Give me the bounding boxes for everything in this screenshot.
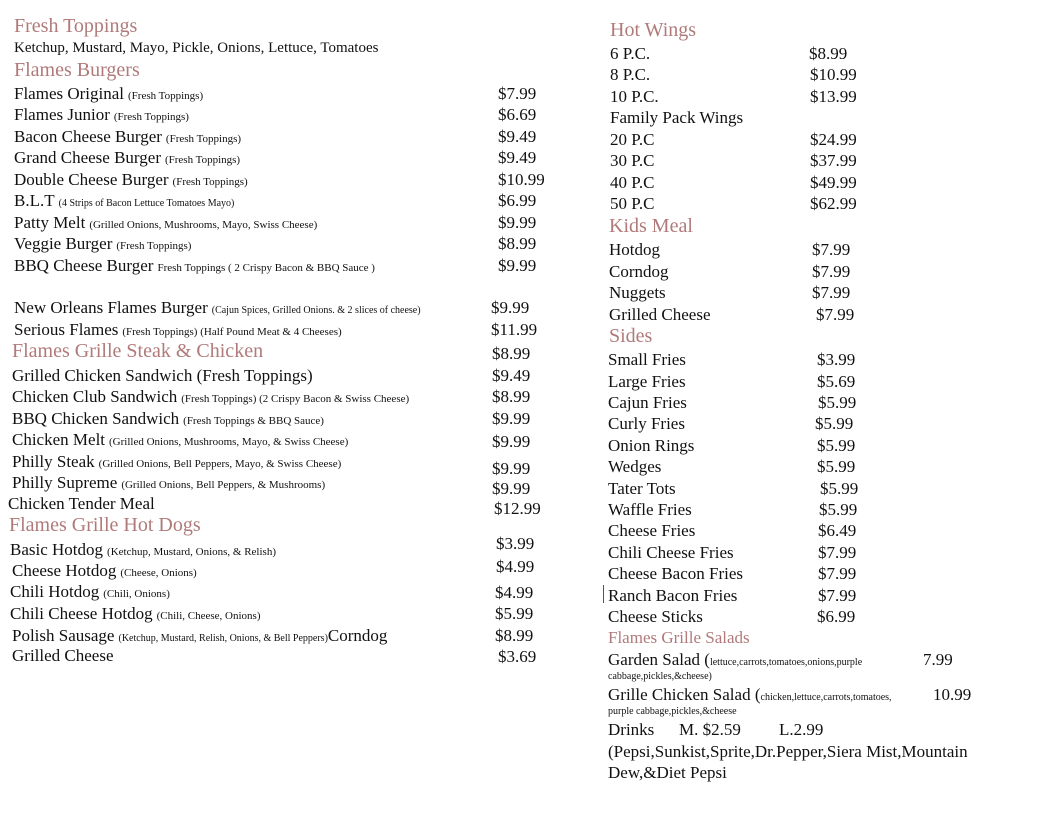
item-price: $6.49 bbox=[818, 521, 857, 540]
item-name: Patty Melt bbox=[14, 213, 86, 232]
item-price: $4.99 bbox=[495, 583, 534, 602]
item-price: $7.99 bbox=[816, 305, 855, 324]
item-price: $9.49 bbox=[498, 127, 537, 146]
drinks-medium-price: M. $2.59 bbox=[679, 720, 741, 739]
menu-item bbox=[14, 213, 317, 233]
item-name: Chicken Tender Meal bbox=[8, 494, 155, 513]
item-name: Grille Chicken Salad ( bbox=[608, 685, 761, 704]
menu-item bbox=[14, 256, 375, 276]
item-name: Chili Cheese Fries bbox=[608, 543, 734, 562]
item-name: Garden Salad ( bbox=[608, 650, 710, 669]
item-price: $3.69 bbox=[498, 647, 537, 666]
item-price: $4.99 bbox=[496, 557, 535, 576]
item-note: (Ketchup, Mustard, Onions, & Relish) bbox=[107, 546, 276, 558]
item-price: $9.99 bbox=[492, 459, 531, 478]
hotdogs-heading: Flames Grille Hot Dogs bbox=[9, 514, 201, 536]
item-price: $5.99 bbox=[817, 436, 856, 455]
drinks-label: Drinks bbox=[608, 720, 655, 739]
item-price: $13.99 bbox=[810, 87, 857, 106]
drinks-list-cont: Dew,&Diet Pepsi bbox=[608, 763, 727, 782]
item-name: Grilled Cheese bbox=[609, 305, 711, 324]
item-note: (Chili, Cheese, Onions) bbox=[156, 610, 261, 622]
menu-item bbox=[14, 148, 240, 168]
item-name: Cheese Sticks bbox=[608, 607, 703, 626]
menu-item bbox=[14, 127, 241, 147]
menu-item bbox=[14, 105, 189, 125]
item-name: Cheese Fries bbox=[608, 521, 696, 540]
fresh-toppings-list: Ketchup, Mustard, Mayo, Pickle, Onions, Lettuce, Tomatoes bbox=[14, 40, 379, 56]
menu-item bbox=[14, 234, 191, 254]
item-name: Cajun Fries bbox=[608, 393, 687, 412]
item-name: Polish Sausage bbox=[12, 626, 115, 645]
item-price: $8.99 bbox=[492, 387, 531, 406]
item-name: 6 P.C. bbox=[610, 44, 651, 63]
item-name: Hotdog bbox=[609, 240, 660, 259]
item-note: (Fresh Toppings) (2 Crispy Bacon & Swiss Cheese) bbox=[181, 393, 410, 405]
item-price: $11.99 bbox=[491, 320, 538, 339]
menu-item bbox=[14, 298, 421, 318]
menu-item bbox=[12, 452, 341, 472]
item-price: $9.99 bbox=[491, 298, 530, 317]
drinks-list: (Pepsi,Sunkist,Sprite,Dr.Pepper,Siera Mist,Mountain bbox=[608, 742, 968, 761]
item-price: $6.99 bbox=[817, 607, 856, 626]
kids-meal-heading: Kids Meal bbox=[609, 215, 693, 237]
item-extra: Corndog bbox=[327, 626, 388, 645]
item-price: $10.99 bbox=[498, 170, 545, 189]
item-name: 50 P.C bbox=[610, 194, 655, 213]
item-price: $37.99 bbox=[810, 151, 857, 170]
item-note: cabbage,pickles,&cheese) bbox=[608, 671, 712, 682]
item-name: Flames Original bbox=[14, 84, 125, 103]
flames-burgers-heading: Flames Burgers bbox=[14, 59, 140, 81]
item-name: 10 P.C. bbox=[610, 87, 659, 106]
menu-item bbox=[14, 191, 234, 211]
menu-item bbox=[14, 84, 203, 104]
item-note: (Ketchup, Mustard, Relish, Onions, & Bell Peppers) bbox=[118, 633, 328, 644]
item-note: (4 Strips of Bacon Lettuce Tomatoes Mayo) bbox=[58, 198, 235, 209]
sides-heading: Sides bbox=[609, 325, 653, 347]
item-price: $9.99 bbox=[498, 213, 537, 232]
item-note: (Chili, Onions) bbox=[103, 588, 170, 600]
menu-item bbox=[12, 646, 114, 666]
item-name: Double Cheese Burger bbox=[14, 170, 169, 189]
item-price: $7.99 bbox=[818, 543, 857, 562]
item-name: Philly Steak bbox=[12, 452, 95, 471]
menu-item bbox=[10, 604, 261, 624]
item-note: (Grilled Onions, Bell Peppers, Mayo, & Swiss Cheese) bbox=[98, 458, 342, 470]
item-name: 20 P.C bbox=[610, 130, 655, 149]
menu-item bbox=[14, 170, 248, 190]
item-price: $9.99 bbox=[492, 432, 531, 451]
menu-item bbox=[14, 320, 342, 340]
item-price: $24.99 bbox=[810, 130, 857, 149]
item-price: $10.99 bbox=[810, 65, 857, 84]
item-name: Small Fries bbox=[608, 350, 686, 369]
menu-item bbox=[608, 685, 892, 705]
item-note: Fresh Toppings ( 2 Crispy Bacon & BBQ Sauce ) bbox=[157, 262, 375, 274]
item-name: Cheese Bacon Fries bbox=[608, 564, 744, 583]
item-price: $8.99 bbox=[495, 626, 534, 645]
item-name: Curly Fries bbox=[608, 414, 685, 433]
item-price: $5.99 bbox=[819, 500, 858, 519]
item-name: Grilled Chicken Sandwich (Fresh Toppings) bbox=[12, 366, 313, 385]
item-name: Large Fries bbox=[608, 372, 686, 391]
item-name: BBQ Chicken Sandwich bbox=[12, 409, 180, 428]
item-price: $7.99 bbox=[812, 262, 851, 281]
item-price: $9.49 bbox=[498, 148, 537, 167]
item-price: $5.99 bbox=[817, 457, 856, 476]
item-price: $7.99 bbox=[498, 84, 537, 103]
menu-item bbox=[12, 387, 409, 407]
item-name: Corndog bbox=[609, 262, 669, 281]
item-price: $6.99 bbox=[498, 191, 537, 210]
menu-item bbox=[12, 561, 197, 581]
menu-item bbox=[12, 626, 387, 646]
item-note: (Fresh Toppings) bbox=[164, 154, 241, 166]
item-name: Onion Rings bbox=[608, 436, 695, 455]
item-name: Basic Hotdog bbox=[10, 540, 104, 559]
item-note: (Fresh Toppings & BBQ Sauce) bbox=[183, 415, 324, 427]
item-price: $3.99 bbox=[496, 534, 535, 553]
item-name: 40 P.C bbox=[610, 173, 655, 192]
item-note: (Fresh Toppings) bbox=[165, 133, 242, 145]
menu-item bbox=[10, 540, 276, 560]
item-name: Tater Tots bbox=[608, 479, 676, 498]
item-note: lettuce,carrots,tomatoes,onions,purple bbox=[709, 657, 863, 668]
menu-item bbox=[12, 409, 324, 429]
item-name: 8 P.C. bbox=[610, 65, 651, 84]
menu-item bbox=[10, 582, 170, 602]
item-name: B.L.T bbox=[14, 191, 55, 210]
item-name: Ranch Bacon Fries bbox=[608, 586, 738, 605]
menu-item bbox=[12, 430, 348, 450]
item-price: $7.99 bbox=[812, 283, 851, 302]
item-price: $62.99 bbox=[810, 194, 857, 213]
item-name: Chicken Club Sandwich bbox=[12, 387, 178, 406]
item-note: (Fresh Toppings) bbox=[172, 176, 248, 188]
item-note: (Fresh Toppings) bbox=[128, 90, 204, 102]
item-name: Flames Junior bbox=[14, 105, 110, 124]
menu-item bbox=[608, 650, 862, 670]
item-note: (Grilled Onions, Mushrooms, Mayo, Swiss Cheese) bbox=[89, 219, 318, 231]
item-name: 30 P.C bbox=[610, 151, 655, 170]
item-name: Serious Flames bbox=[14, 320, 119, 339]
item-price: $8.99 bbox=[809, 44, 848, 63]
item-price: $6.69 bbox=[498, 105, 537, 124]
item-name: Chili Hotdog bbox=[10, 582, 100, 601]
item-name: Cheese Hotdog bbox=[12, 561, 117, 580]
salads-heading: Flames Grille Salads bbox=[608, 628, 750, 647]
item-note: chicken,lettuce,carrots,tomatoes, bbox=[760, 692, 892, 703]
item-price: 10.99 bbox=[933, 685, 972, 704]
item-price: $9.49 bbox=[492, 366, 531, 385]
menu-item bbox=[12, 366, 313, 386]
divider bbox=[603, 585, 604, 603]
item-price: $5.99 bbox=[495, 604, 534, 623]
item-name: Chicken Melt bbox=[12, 430, 106, 449]
item-name: New Orleans Flames Burger bbox=[14, 298, 208, 317]
item-name: Veggie Burger bbox=[14, 234, 113, 253]
item-name: BBQ Cheese Burger bbox=[14, 256, 154, 275]
item-price: $5.99 bbox=[815, 414, 854, 433]
item-name: Nuggets bbox=[609, 283, 666, 302]
drinks-large-price: L.2.99 bbox=[779, 720, 824, 739]
item-price: $5.99 bbox=[820, 479, 859, 498]
item-price: $7.99 bbox=[812, 240, 851, 259]
item-name: Grilled Cheese bbox=[12, 646, 114, 665]
item-note: (Grilled Onions, Mushrooms, Mayo, & Swiss Cheese) bbox=[109, 436, 349, 448]
item-price: $49.99 bbox=[810, 173, 857, 192]
steak-heading-price: $8.99 bbox=[492, 344, 531, 363]
item-note: (Cheese, Onions) bbox=[120, 567, 197, 579]
item-note: (Fresh Toppings) bbox=[113, 111, 189, 123]
item-price: $9.99 bbox=[492, 409, 531, 428]
fresh-toppings-heading: Fresh Toppings bbox=[14, 15, 138, 37]
item-name: Family Pack Wings bbox=[610, 108, 744, 127]
item-price: $7.99 bbox=[818, 564, 857, 583]
item-note: (Fresh Toppings) bbox=[116, 240, 192, 252]
menu-item bbox=[12, 473, 325, 493]
item-price: $3.99 bbox=[817, 350, 856, 369]
item-note: (Grilled Onions, Bell Peppers, & Mushrooms) bbox=[121, 479, 326, 491]
item-price: $9.99 bbox=[498, 256, 537, 275]
hot-wings-heading: Hot Wings bbox=[610, 19, 697, 41]
item-price: $9.99 bbox=[492, 479, 531, 498]
item-name: Wedges bbox=[608, 457, 662, 476]
item-name: Waffle Fries bbox=[608, 500, 692, 519]
item-note: (Fresh Toppings) (Half Pound Meat & 4 Cheeses) bbox=[122, 326, 342, 338]
item-price: $8.99 bbox=[498, 234, 537, 253]
item-note: (Cajun Spices, Grilled Onions. & 2 slices of cheese) bbox=[211, 305, 421, 316]
item-price: $7.99 bbox=[818, 586, 857, 605]
item-price: $12.99 bbox=[494, 499, 541, 518]
item-price: $5.99 bbox=[818, 393, 857, 412]
item-name: Grand Cheese Burger bbox=[14, 148, 161, 167]
menu-item bbox=[8, 494, 155, 514]
item-price: $5.69 bbox=[817, 372, 856, 391]
steak-chicken-heading: Flames Grille Steak & Chicken bbox=[12, 340, 264, 362]
item-note: purple cabbage,pickles,&cheese bbox=[608, 706, 737, 717]
item-price: 7.99 bbox=[923, 650, 953, 669]
item-name: Chili Cheese Hotdog bbox=[10, 604, 153, 623]
item-name: Bacon Cheese Burger bbox=[14, 127, 162, 146]
item-name: Philly Supreme bbox=[12, 473, 118, 492]
